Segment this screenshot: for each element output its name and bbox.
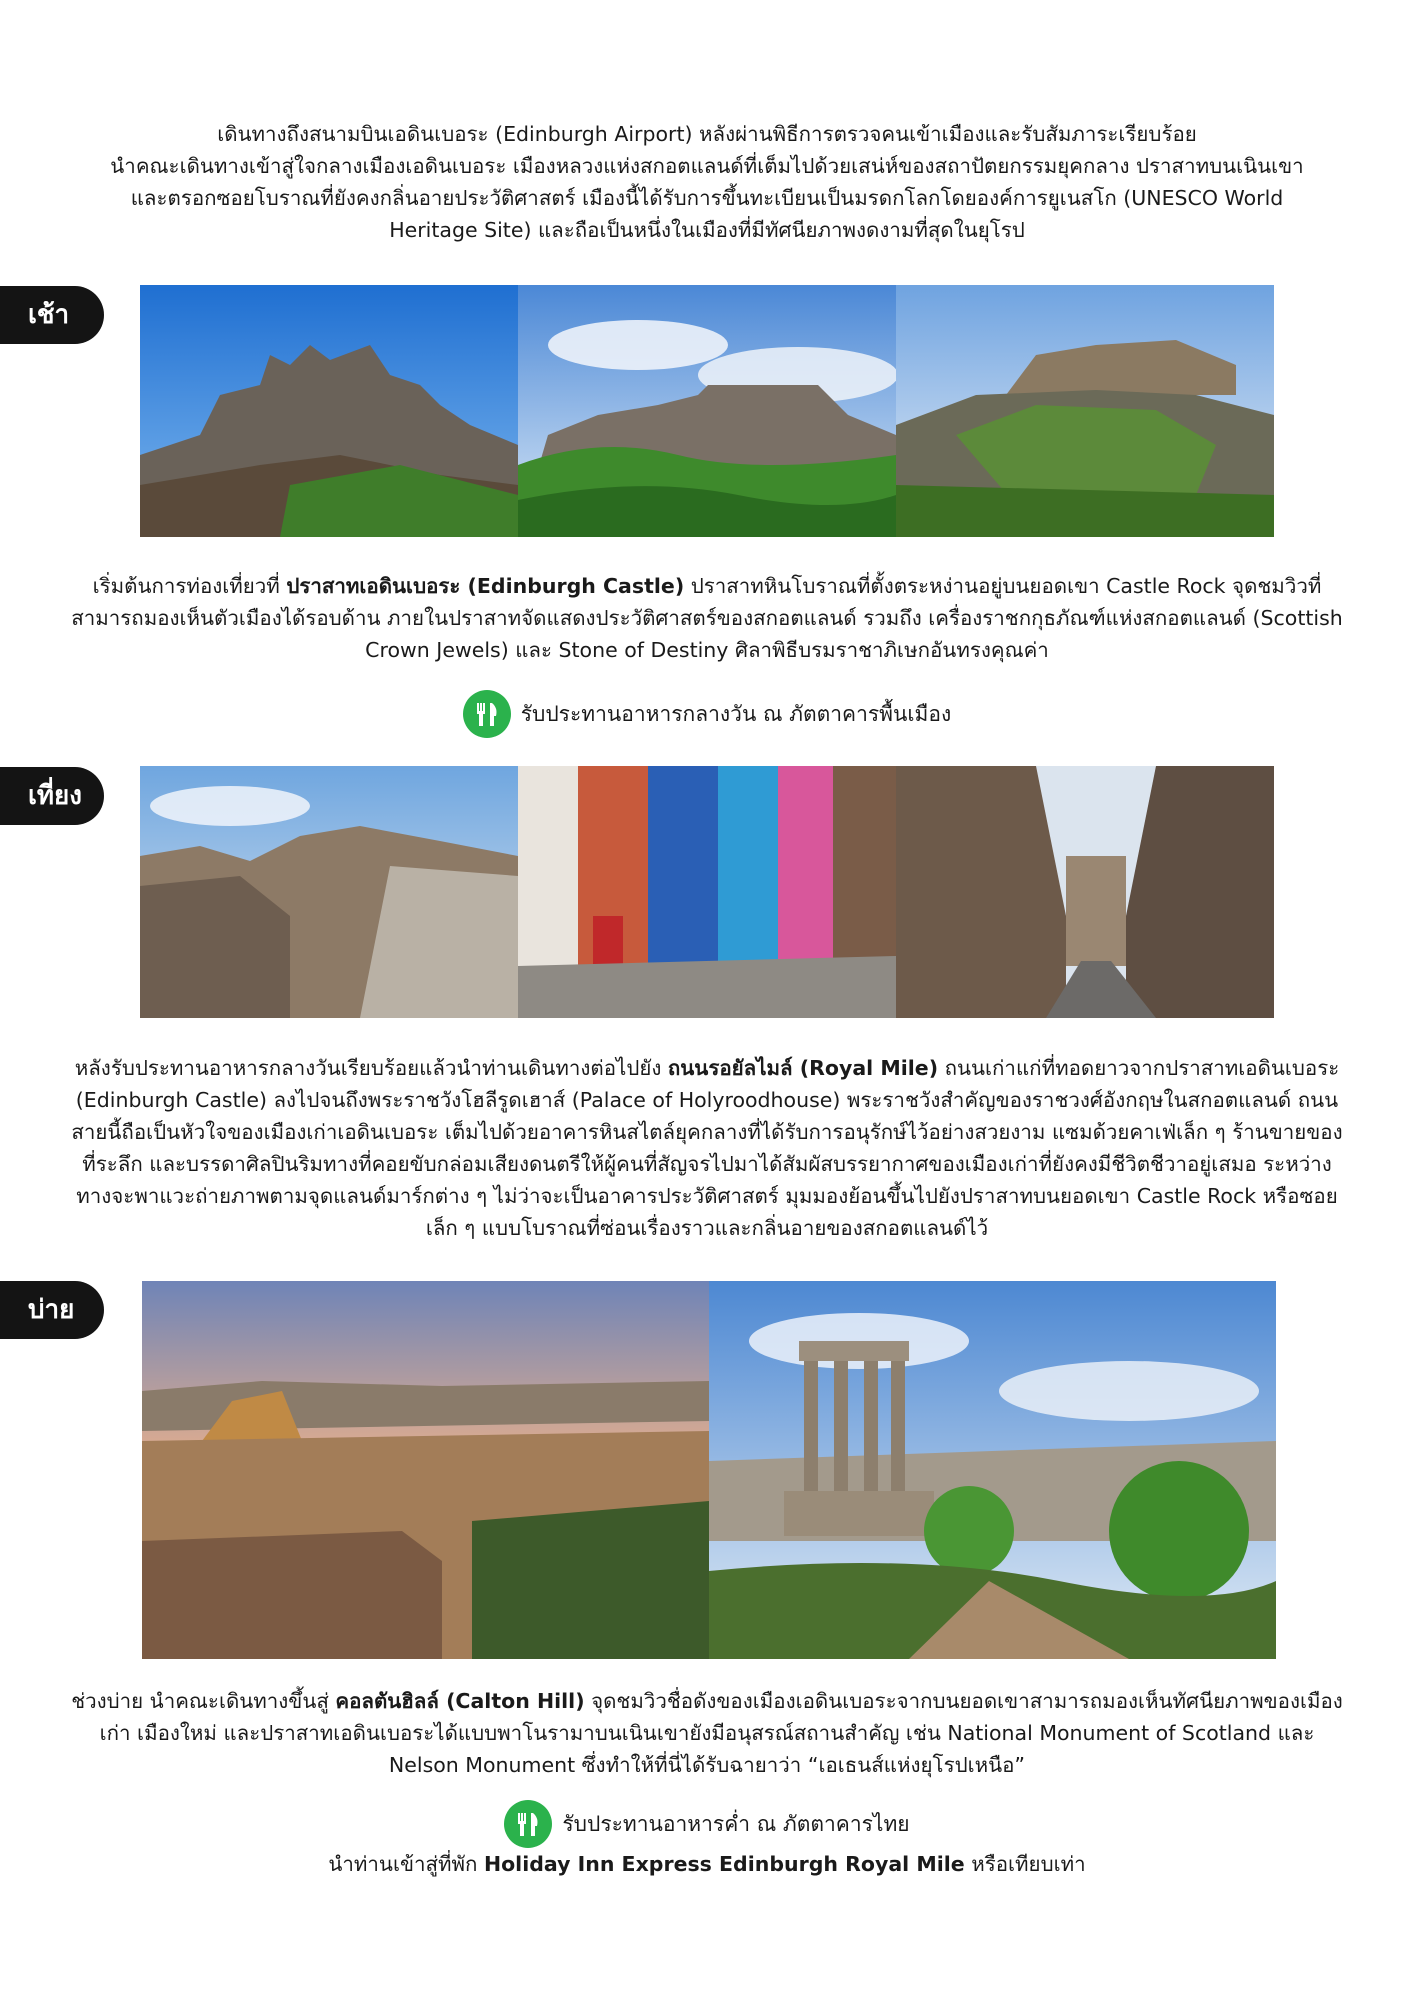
castle-hill-photo <box>518 285 896 537</box>
morning-tag: เช้า <box>0 286 104 344</box>
noon-text-start: หลังรับประทานอาหารกลางวันเรียบร้อยแล้วนำท่านเดินทางต่อไปยัง <box>74 1056 668 1080</box>
intro-line: เดินทางถึงสนามบินเอดินเบอระ (Edinburgh Airport) หลังผ่านพิธีการตรวจคนเข้าเมืองและรับสัมภาระเรียบร้อย <box>217 122 1197 146</box>
hotel-name: Holiday Inn Express Edinburgh Royal Mile <box>483 1852 965 1876</box>
afternoon-tag: บ่าย <box>0 1281 104 1339</box>
sunset-skyline-photo <box>142 1281 709 1659</box>
morning-text-end: ปราสาทหินโบราณที่ตั้งตระหง่านอยู่บนยอดเขา Castle Rock จุดชมวิวที่สามารถมองเห็นตัวเมืองได้รอบด้าน ภายในปราสาทจัดแสดงประวัติศาสตร์ของสกอตแลนด์ รวมถึง เครื่องราชกกุธภัณฑ์แห่งสกอตแลนด์ (Scottish Crown Jewels) และ Stone of Destiny ศิลาพิธีบรมราชาภิเษกอันทรงคุณค่า <box>71 574 1343 662</box>
morning-photos <box>140 285 1274 537</box>
lunch-row <box>0 690 1414 738</box>
afternoon-text-start: ช่วงบ่าย นำคณะเดินทางขึ้นสู่ <box>71 1689 336 1713</box>
dinner-row <box>0 1800 1414 1848</box>
noon-paragraph <box>70 1052 1344 1244</box>
dinner-text: รับประทานอาหารค่ำ ณ ภัตตาคารไทย <box>562 1811 910 1836</box>
afternoon-text-end: จุดชมวิวชื่อดังของเมืองเอดินเบอระจากบนยอดเขาสามารถมองเห็นทัศนียภาพของเมืองเก่า เมืองใหม่ และปราสาทเอดินเบอระได้แบบพาโนรามาบนเนินเขายังมีอนุสรณ์สถานสำคัญ เช่น National Monument of Scotland และ Nelson Monument ซึ่งทำให้ที่นี่ได้รับฉายาว่า “เอเธนส์แห่งยุโรปเหนือ” <box>99 1689 1343 1777</box>
hotel-text-end: หรือเทียบเท่า <box>964 1852 1086 1876</box>
afternoon-highlight: คอลตันฮิลล์ (Calton Hill) <box>335 1689 585 1713</box>
royal-mile-street-photo <box>896 766 1274 1018</box>
calton-hill-monument-photo <box>709 1281 1276 1659</box>
fork-knife-icon <box>463 690 511 738</box>
castle-rock-photo <box>896 285 1274 537</box>
intro-paragraph <box>70 118 1344 246</box>
noon-highlight: ถนนรอยัลไมล์ (Royal Mile) <box>667 1056 939 1080</box>
intro-line: และตรอกซอยโบราณที่ยังคงกลิ่นอายประวัติศาสตร์ เมืองนี้ได้รับการขึ้นทะเบียนเป็นมรดกโลกโดยองค์การยูเนสโก (UNESCO World <box>130 186 1284 210</box>
afternoon-paragraph <box>70 1685 1344 1781</box>
intro-line: Heritage Site) และถือเป็นหนึ่งในเมืองที่มีทัศนียภาพงดงามที่สุดในยุโรป <box>389 218 1025 242</box>
morning-paragraph <box>70 570 1344 666</box>
noon-text-end: ถนนเก่าแก่ที่ทอดยาวจากปราสาทเอดินเบอระ (Edinburgh Castle) ลงไปจนถึงพระราชวังโฮลีรูดเฮาส์ (Palace of Holyroodhouse) พระราชวังสำคัญของราชวงศ์อังกฤษในสกอตแลนด์ ถนนสายนี้ถือเป็นหัวใจของเมืองเก่าเอดินเบอระ เต็มไปด้วยอาคารหินสไตล์ยุคกลางที่ได้รับการอนุรักษ์ไว้อย่างสวยงาม แซมด้วยคาเฟ่เล็ก ๆ ร้านขายของที่ระลึก และบรรดาศิลปินริมทางที่คอยขับกล่อมเสียงดนตรีให้ผู้คนที่สัญจรไปมาได้สัมผัสบรรยากาศของเมืองเก่าที่ยังคงมีชีวิตชีวาอยู่เสมอ ระหว่างทางจะพาแวะถ่ายภาพตามจุดแลนด์มาร์กต่าง ๆ ไม่ว่าจะเป็นอาคารประวัติศาสตร์ มุมมองย้อนขึ้นไปยังปราสาทบนยอดเขา Castle Rock หรือซอยเล็ก ๆ แบบโบราณที่ซ่อนเรื่องราวและกลิ่นอายของสกอตแลนด์ไว้ <box>71 1056 1343 1240</box>
castle-photo <box>140 285 518 537</box>
afternoon-photos <box>142 1281 1276 1659</box>
fork-knife-icon <box>504 1800 552 1848</box>
intro-line: นำคณะเดินทางเข้าสู่ใจกลางเมืองเอดินเบอระ เมืองหลวงแห่งสกอตแลนด์ที่เต็มไปด้วยเสน่ห์ของสถาปัตยกรรมยุคกลาง ปราสาทบนเนินเขา <box>110 154 1304 178</box>
hotel-line <box>70 1848 1344 1880</box>
morning-highlight: ปราสาทเอดินเบอระ (Edinburgh Castle) <box>286 574 685 598</box>
lunch-text: รับประทานอาหารกลางวัน ณ ภัตตาคารพื้นเมือง <box>520 701 952 726</box>
hotel-text-start: นำท่านเข้าสู่ที่พัก <box>328 1852 484 1876</box>
noon-photos <box>140 766 1274 1018</box>
victoria-street-photo <box>518 766 896 1018</box>
morning-text-start: เริ่มต้นการท่องเที่ยวที่ <box>92 574 287 598</box>
noon-tag: เที่ยง <box>0 767 104 825</box>
city-view-photo <box>140 766 518 1018</box>
